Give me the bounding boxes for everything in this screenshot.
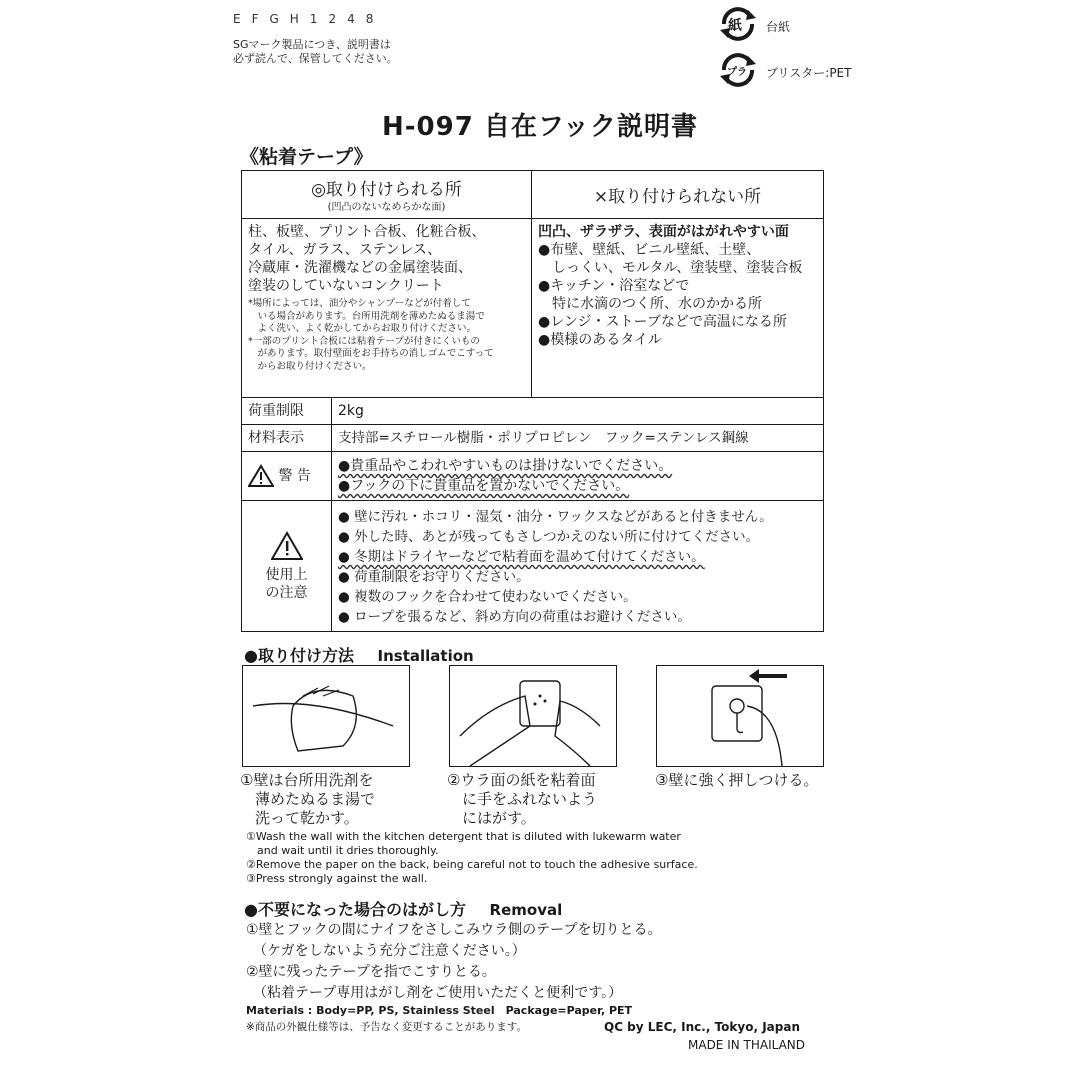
sg-note-line-2: 必ず読んで、保管してください。	[233, 52, 398, 65]
made-in-line: MADE IN THAILAND	[688, 1038, 806, 1052]
ok-line: 柱、板壁、プリント合板、化粧合板、	[248, 224, 486, 240]
paper-recycle-symbol: 紙	[728, 18, 742, 34]
installation-heading-en: Installation	[377, 647, 474, 665]
load-label: 荷重制限	[242, 398, 332, 425]
ok-line: 冷蔵庫・洗濯機などの金属塗装面、	[248, 260, 472, 276]
caution-triangle-icon	[271, 531, 303, 561]
press-hook-icon	[657, 666, 823, 766]
step2-illustration	[449, 665, 617, 767]
removal-line: （粘着テープ専用はがし剤をご使用いただくと便利です。）	[246, 985, 623, 1001]
ng-line: ●キッチン・浴室などで	[538, 278, 690, 294]
plastic-recycle-label: ブリスター:PET	[766, 66, 852, 80]
ng-list-cell	[532, 219, 824, 398]
ok-subtitle: (凹凸のないなめらかな面)	[327, 202, 446, 213]
step1-line: 薄めたぬるま湯で	[240, 790, 376, 808]
en-line: ③Press strongly against the wall.	[246, 872, 428, 885]
paper-recycle-label: 台紙	[766, 20, 791, 34]
caution-line: ● ロープを張るなど、斜め方向の荷重はお避けください。	[338, 609, 691, 625]
ok-title: ◎取り付けられる所	[311, 180, 462, 200]
step2-line: にはがす。	[447, 809, 536, 827]
warning-label-cell	[242, 452, 332, 501]
step3-illustration	[656, 665, 824, 767]
caution-label-1: 使用上	[265, 566, 308, 583]
caution-label-cell	[242, 501, 332, 632]
plastic-recycle-mark	[718, 52, 852, 92]
ng-line: 特に水滴のつく所、水のかかる所	[538, 296, 762, 312]
step3-line: ③壁に強く押しつける。	[655, 771, 819, 789]
warning-label: 警 告	[278, 468, 311, 484]
plastic-recycle-symbol: プラ	[727, 67, 747, 78]
ok-note: *場所によっては、油分やシャンプーなどが付着して	[248, 298, 471, 309]
ng-line: ●布壁、壁紙、ビニル壁紙、土壁、	[538, 242, 761, 258]
load-value: 2kg	[332, 398, 824, 425]
warning-line: ●貴重品やこわれやすいものは掛けないでください。	[338, 458, 673, 474]
ok-note: いる場合があります。台所用洗剤を薄めたぬるま湯で	[248, 310, 485, 322]
installation-heading-ja: ●取り付け方法	[244, 646, 354, 665]
ng-line: しっくい、モルタル、塗装壁、塗装合板	[538, 260, 803, 276]
ok-header-cell	[242, 171, 532, 219]
load-row	[242, 398, 824, 425]
en-line: ②Remove the paper on the back, being careful not to touch the adhesive surface.	[246, 858, 698, 871]
table-header-row	[242, 171, 824, 219]
materials-line: Materials : Body=PP, PS, Stainless Steel Package=Paper, PET	[246, 1004, 633, 1017]
material-row	[242, 425, 824, 452]
step3-text	[655, 771, 818, 790]
paper-recycle-mark	[718, 6, 791, 46]
ng-line: ●レンジ・ストーブなどで高温になる所	[538, 314, 787, 330]
wipe-wall-icon	[243, 666, 409, 766]
removal-line: ①壁とフックの間にナイフをさしこみウラ側のテープを切りとる。	[246, 922, 662, 938]
step1-illustration	[242, 665, 410, 767]
step1-text	[240, 771, 375, 828]
en-line: and wait until it dries thoroughly.	[246, 844, 439, 857]
step1-line: 洗って乾かす。	[240, 809, 359, 827]
removal-heading	[244, 897, 562, 920]
sg-note	[233, 38, 398, 66]
removal-heading-ja: ●不要になった場合のはがし方	[244, 900, 466, 919]
section-subtitle: 《粘着テープ》	[240, 146, 373, 168]
page-title: H-097 自在フック説明書	[381, 112, 699, 142]
warning-list	[332, 452, 824, 501]
ok-notes	[248, 298, 525, 373]
removal-line: ②壁に残ったテープを指でこすりとる。	[246, 964, 496, 980]
caution-line: ● 複数のフックを合わせて使わないでください。	[338, 589, 637, 605]
caution-label-2: の注意	[265, 584, 308, 601]
ok-note: からお取り付けください。	[248, 360, 372, 372]
step2-text	[447, 771, 597, 828]
installation-english	[246, 830, 698, 886]
caution-line: ● 荷重制限をお守りください。	[338, 569, 530, 585]
step2-line: ②ウラ面の紙を粘着面	[447, 771, 596, 789]
ok-note: があります。取付壁面をお手持ちの消しゴムでこすって	[248, 348, 494, 359]
spec-change-note: ※商品の外観仕様等は、予告なく変更することがあります。	[246, 1021, 527, 1033]
removal-line: （ケガをしないよう充分ご注意ください。）	[246, 943, 526, 959]
caution-row	[242, 501, 824, 632]
removal-steps	[246, 920, 661, 1004]
ok-note: よく洗い、よく乾かしてからお取り付けください。	[248, 323, 477, 334]
material-label: 材料表示	[242, 425, 332, 452]
caution-line: ● 外した時、あとが残ってもさしつかえのない所に付けてください。	[338, 529, 760, 545]
ok-line: 塗装のしていないコンクリート	[248, 278, 444, 294]
removal-heading-en: Removal	[489, 901, 563, 919]
material-value: 支持部=スチロール樹脂・ポリプロピレン フック=ステンレス鋼線	[332, 425, 824, 452]
product-code: EFGH1248	[233, 12, 385, 26]
caution-list	[332, 501, 824, 632]
ng-title: ×取り付けられない所	[593, 186, 762, 207]
ok-note: *一部のプリント合板には粘着テープが付きにくいもの	[248, 335, 480, 347]
spec-table	[241, 170, 824, 632]
ok-list-cell	[242, 219, 532, 398]
ok-line: タイル、ガラス、ステンレス、	[248, 242, 442, 258]
ng-line: ●模様のあるタイル	[538, 332, 662, 348]
caution-line: ● 冬期はドライヤーなどで粘着面を温めて付けてください。	[338, 549, 705, 565]
step2-line: に手をふれないよう	[447, 790, 598, 808]
step1-line: ①壁は台所用洗剤を	[240, 771, 374, 789]
peel-paper-icon	[450, 666, 616, 766]
ng-header-cell	[532, 171, 824, 219]
sg-note-line-1: SGマーク製品につき、説明書は	[233, 38, 391, 51]
caution-line: ● 壁に汚れ・ホコリ・湿気・油分・ワックスなどがあると付きません。	[338, 509, 773, 525]
warning-triangle-icon	[248, 464, 274, 488]
warning-line: ●フックの下に貴重品を置かないでください。	[338, 478, 630, 494]
installation-heading	[244, 643, 474, 666]
table-body-row	[242, 219, 824, 398]
qc-line: QC by LEC, Inc., Tokyo, Japan	[604, 1020, 800, 1034]
ng-heading: 凹凸、ザラザラ、表面がはがれやすい面	[538, 224, 789, 240]
warning-row	[242, 452, 824, 501]
en-line: ①Wash the wall with the kitchen detergent that is diluted with lukewarm water	[246, 830, 681, 843]
